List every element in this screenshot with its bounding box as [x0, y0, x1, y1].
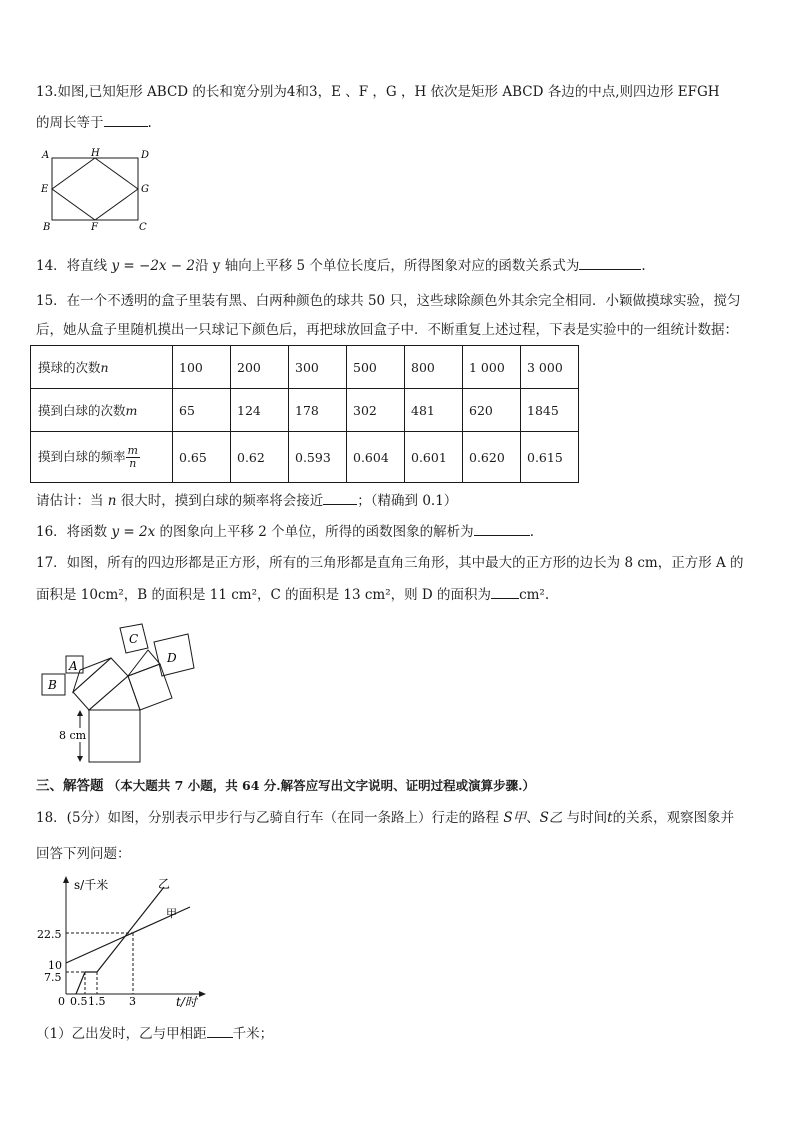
- q14-expression: y = −2x − 2: [111, 258, 196, 274]
- q18-sub1: （1）乙出发时，乙与甲相距 千米；: [36, 1026, 274, 1042]
- q17-squares-figure: [36, 618, 206, 768]
- q13-line1: 13.如图,已知矩形 ABCD 的长和宽分别为4和3，E 、F ，G ，H 依次是矩形 ABCD 各边的中点,则四边形 EFGH: [36, 84, 720, 100]
- row3-header: 摸到白球的频率 $\frac{m}{n}$: [31, 432, 173, 483]
- side-length-label: 8 cm: [59, 729, 87, 742]
- table-cell: 0.620: [463, 432, 521, 483]
- q13-label-h: H: [91, 148, 100, 159]
- table-cell: 481: [405, 389, 463, 432]
- section3-note: （本大题共 7 小题，共 64 分.解答应写出文字说明、证明过程或演算步骤.）: [107, 778, 536, 793]
- y-tick-22-5: 22.5: [37, 928, 62, 941]
- q16-expression: y = 2x: [111, 524, 156, 540]
- table-row: [31, 346, 579, 389]
- x-tick-1-5: 1.5: [88, 995, 106, 1007]
- table-cell: 65: [173, 389, 231, 432]
- s-jia: S甲: [503, 810, 527, 826]
- s-yi: S乙: [539, 810, 563, 826]
- table-cell: 0.593: [289, 432, 347, 483]
- label-a: A: [69, 659, 78, 673]
- table-cell: 1845: [521, 389, 579, 432]
- q18-line2: 回答下列问题：: [36, 846, 131, 862]
- label-b: B: [48, 678, 57, 692]
- x-tick-0: 0: [58, 995, 65, 1007]
- q15-answer-blank: [323, 491, 357, 505]
- q15-line2: 后，她从盒子里随机摸出一只球记下颜色后，再把球放回盒子中．不断重复上述过程，下表是实验中的一组统计数据：: [36, 322, 738, 338]
- x-tick-3: 3: [129, 995, 136, 1007]
- y-tick-10: 10: [48, 959, 62, 972]
- q18-distance-time-graph: [30, 872, 220, 1007]
- frequency-fraction: $\frac{m}{n}$: [127, 443, 138, 470]
- y-tick-7-5: 7.5: [44, 971, 62, 984]
- table-cell: 302: [347, 389, 405, 432]
- q13-rectangle-figure: [38, 146, 158, 232]
- q15-stats-table: [30, 345, 579, 483]
- table-row: [31, 389, 579, 432]
- table-cell: 200: [231, 346, 289, 389]
- line-label-jia: 甲: [166, 907, 177, 920]
- q15-estimate: 请估计：当 n 很大时，摸到白球的频率将会接近 ；（精确到 0.1）: [36, 493, 458, 509]
- table-cell: 300: [289, 346, 347, 389]
- q14-answer-blank: [579, 256, 641, 270]
- q15-line1: 15．在一个不透明的盒子里装有黑、白两种颜色的球共 50 只，这些球除颜色外其余完全相同．小颖做摸球实验，搅匀: [36, 293, 741, 309]
- table-cell: 1 000: [463, 346, 521, 389]
- table-cell: 0.62: [231, 432, 289, 483]
- line-label-yi: 乙: [158, 877, 171, 891]
- q13-line2-suffix: .: [147, 115, 152, 131]
- q13-label-c: C: [139, 222, 147, 232]
- table-cell: 500: [347, 346, 405, 389]
- q18-sub1-answer-blank: [207, 1024, 233, 1038]
- table-cell: 800: [405, 346, 463, 389]
- q18-line1: 18．(5分）如图，分别表示甲步行与乙骑自行车（在同一条路上）行走的路程 S甲、S乙 与时间t的关系，观察图象并: [36, 810, 735, 826]
- table-row: [31, 432, 579, 483]
- q13-label-d: D: [141, 150, 150, 161]
- table-cell: 620: [463, 389, 521, 432]
- q13-answer-blank: [104, 113, 148, 127]
- q13-label-a: A: [42, 150, 50, 161]
- row2-header: 摸到白球的次数m: [31, 389, 173, 432]
- label-d: D: [167, 651, 177, 665]
- q13-label-b: B: [43, 222, 51, 232]
- table-cell: 124: [231, 389, 289, 432]
- q13-label-e: E: [41, 184, 49, 195]
- q16-line: 16．将函数 y = 2x 的图象向上平移 2 个单位，所得的函数图象的解析为 .: [36, 524, 534, 540]
- q13-label-f: F: [91, 222, 98, 232]
- q13-label-g: G: [141, 184, 149, 195]
- q13-line2: [36, 113, 152, 132]
- label-c: C: [129, 632, 139, 646]
- table-cell: 0.65: [173, 432, 231, 483]
- q14-middle: 沿 y 轴向上平移 5 个单位长度后，所得图象对应的函数关系式为: [195, 258, 580, 274]
- q17-line2: 面积是 10cm²，B 的面积是 11 cm²，C 的面积是 13 cm²，则 D 的面积为 cm².: [36, 587, 550, 603]
- table-cell: 178: [289, 389, 347, 432]
- q16-answer-blank: [474, 522, 530, 536]
- row1-header: 摸球的次数n: [31, 346, 173, 389]
- y-axis-label: s/千米: [74, 878, 109, 892]
- table-cell: 0.615: [521, 432, 579, 483]
- table-cell: 0.601: [405, 432, 463, 483]
- q17-line1: 17．如图，所有的四边形都是正方形，所有的三角形都是直角三角形，其中最大的正方形的边长为 8 cm，正方形 A 的: [36, 555, 744, 571]
- q14-line: [36, 256, 646, 275]
- q17-answer-blank: [491, 585, 519, 599]
- q13-line2-prefix: 的周长等于: [36, 115, 104, 131]
- table-cell: 3 000: [521, 346, 579, 389]
- table-cell: 0.604: [347, 432, 405, 483]
- section3-title: 三、解答题: [36, 778, 104, 794]
- x-tick-0-5: 0.5: [70, 995, 88, 1007]
- section3-heading: [36, 777, 535, 795]
- table-cell: 100: [173, 346, 231, 389]
- q14-prefix: 14．将直线: [36, 258, 108, 274]
- q14-suffix: .: [641, 258, 646, 274]
- x-axis-label: t/时: [176, 995, 197, 1007]
